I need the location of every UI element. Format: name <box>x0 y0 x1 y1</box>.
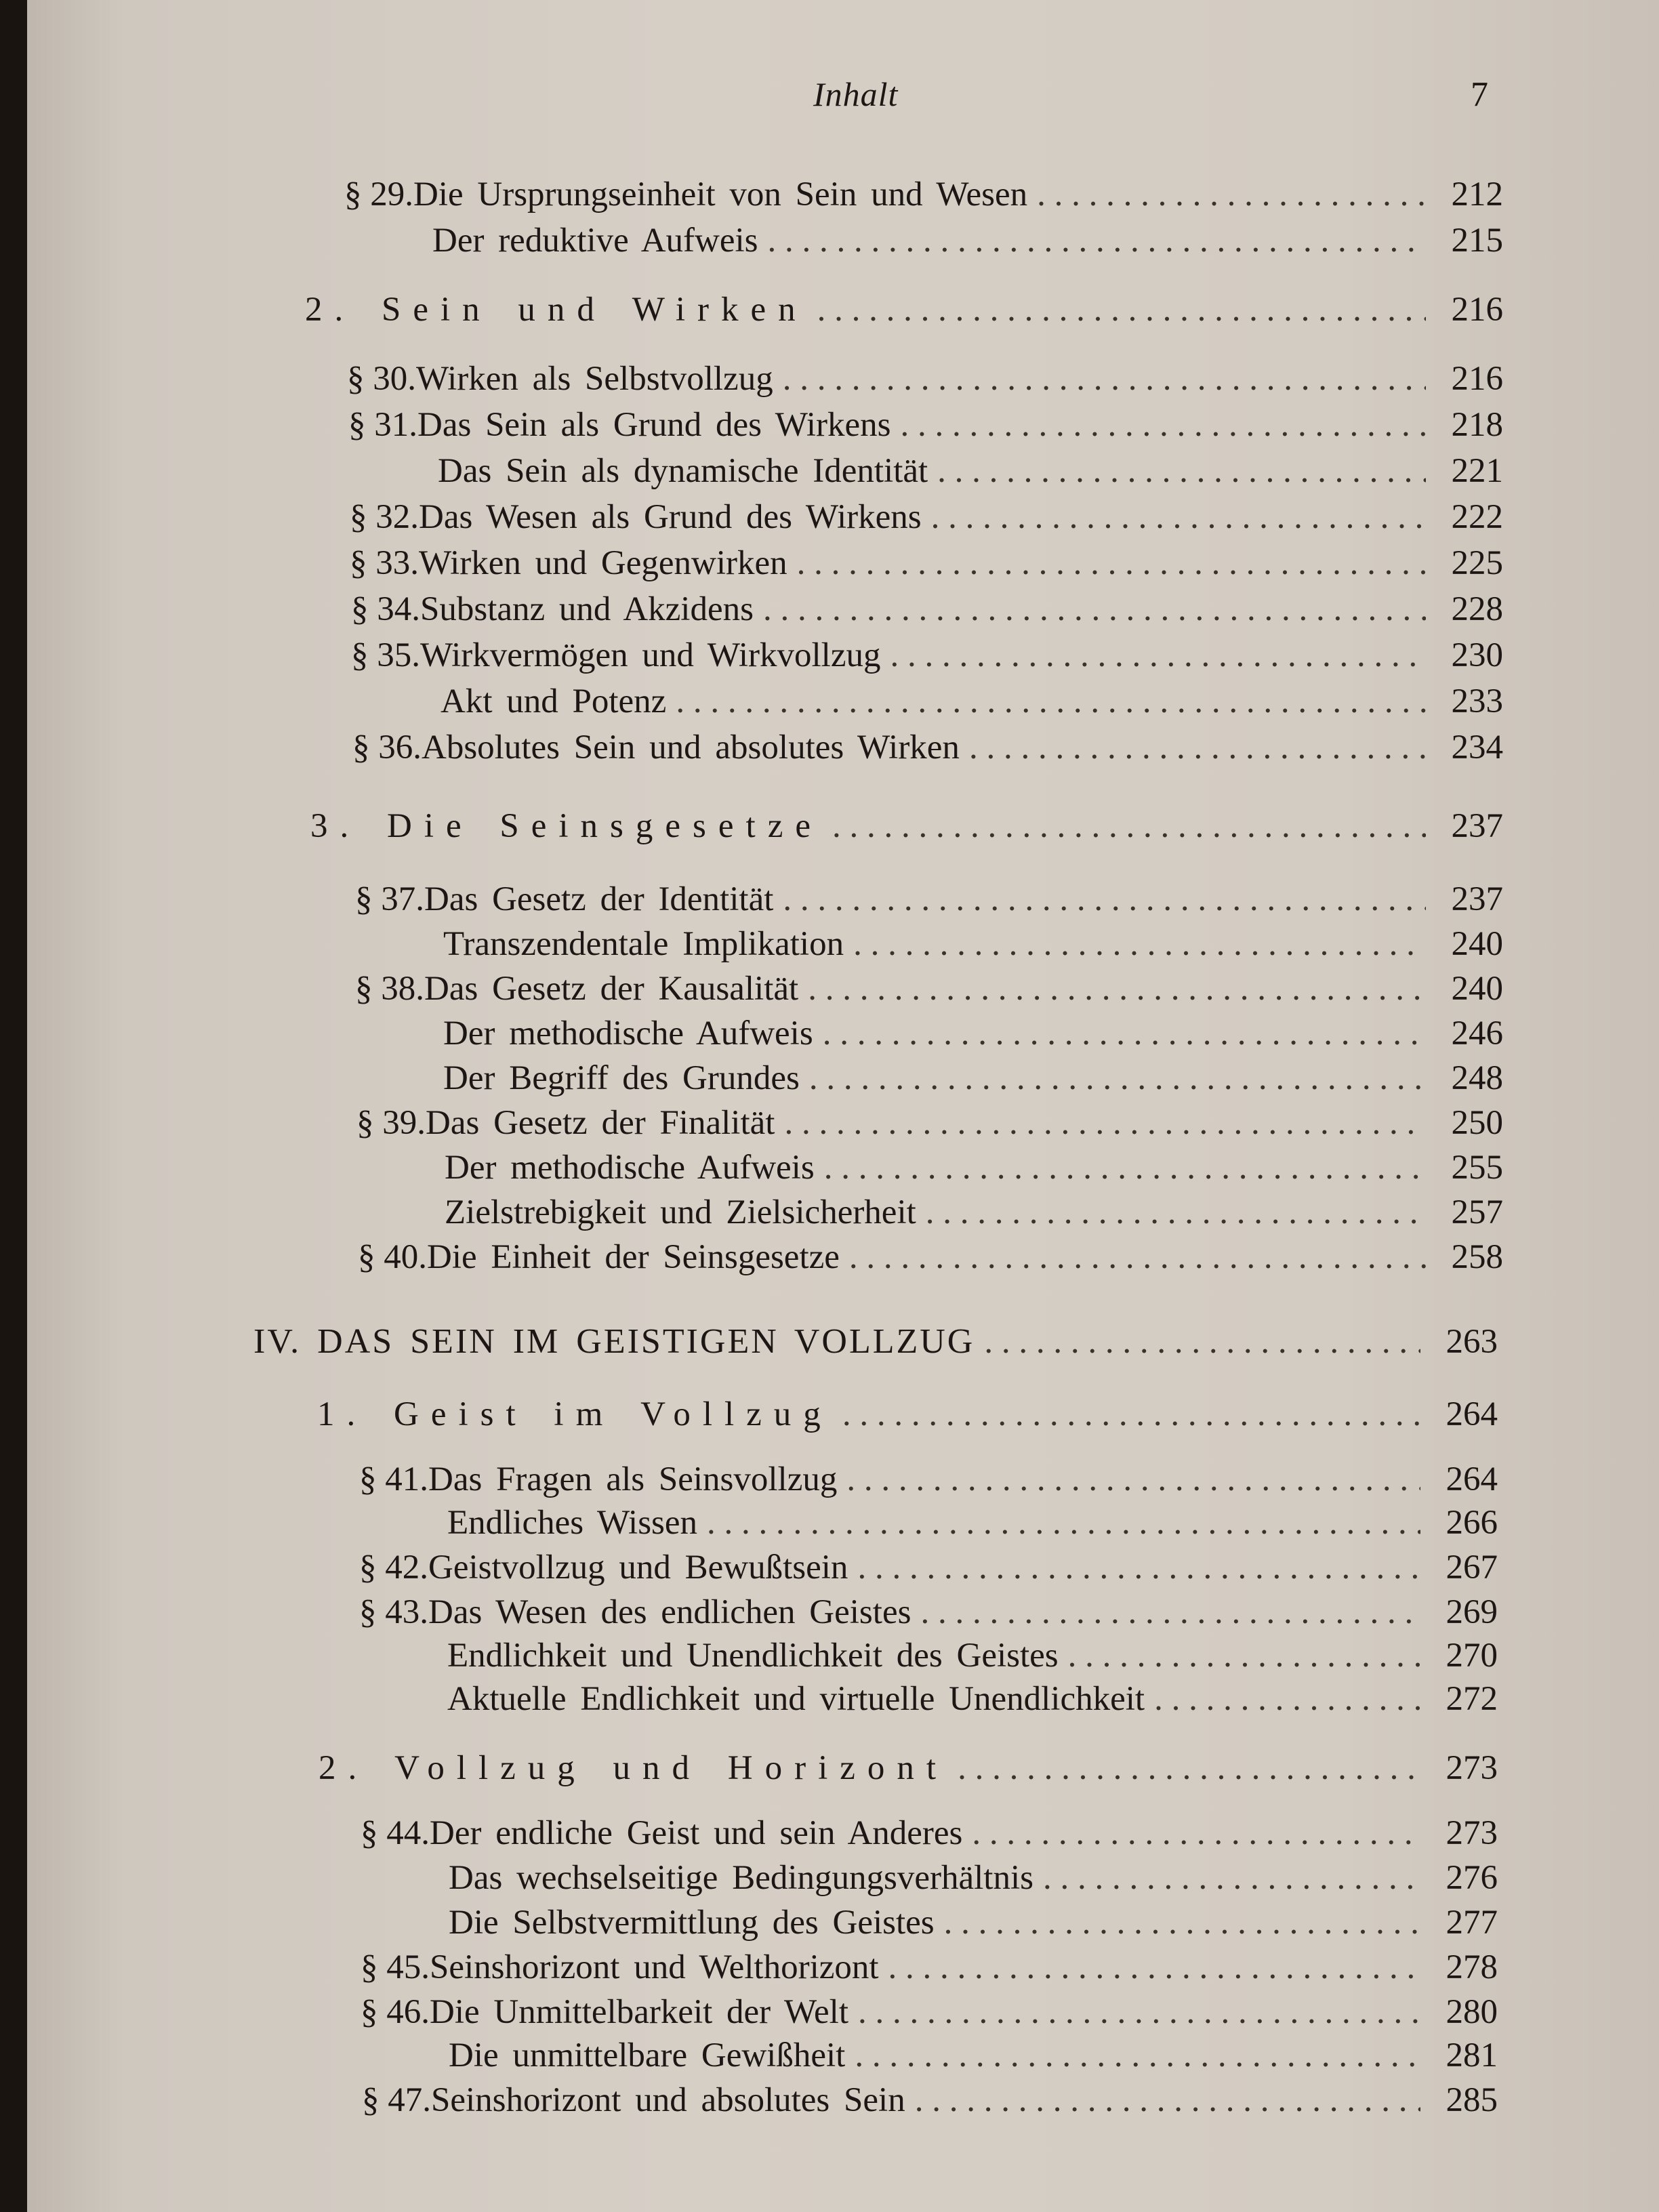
entry-page: 212 <box>1451 176 1503 213</box>
dot-leader <box>853 924 1426 964</box>
entry-page: 237 <box>1451 880 1503 918</box>
section-number: § 47. <box>362 2081 431 2119</box>
dot-leader <box>901 405 1427 445</box>
entry-page: 250 <box>1451 1104 1503 1142</box>
toc-entry <box>351 590 1503 633</box>
dot-leader <box>984 1322 1420 1361</box>
dot-leader <box>824 1148 1426 1187</box>
section-number: § 35. <box>351 636 420 674</box>
entry-page: 225 <box>1451 544 1503 582</box>
entry-page: 246 <box>1451 1015 1503 1052</box>
section-number: § 44. <box>361 1814 430 1852</box>
toc-entry <box>361 1948 1498 1991</box>
entry-title: Die Einheit der Seinsgesetze <box>427 1238 840 1276</box>
toc-entry <box>344 175 1503 218</box>
dot-leader <box>944 1903 1420 1942</box>
toc-subentry <box>443 1014 1503 1057</box>
dot-leader <box>855 2036 1420 2075</box>
entry-title: Der endliche Geist und sein Anderes <box>430 1814 963 1852</box>
entry-page: 218 <box>1451 406 1503 444</box>
toc-entry <box>348 405 1503 449</box>
toc-entry <box>356 1103 1503 1147</box>
entry-page: 230 <box>1451 636 1503 674</box>
toc-subentry <box>443 1059 1503 1102</box>
toc-chapter <box>310 806 1503 850</box>
toc-subentry <box>449 1858 1498 1902</box>
toc-subentry <box>447 1679 1498 1723</box>
entry-page: 240 <box>1451 970 1503 1008</box>
entry-page: 278 <box>1446 1948 1498 1986</box>
dot-leader <box>823 1014 1426 1053</box>
dot-leader <box>768 221 1426 260</box>
toc-entry <box>350 497 1503 541</box>
entry-title: Endliches Wissen <box>447 1504 698 1542</box>
section-number: § 33. <box>350 544 419 582</box>
toc-entry <box>361 1992 1498 2036</box>
dot-leader <box>888 1948 1420 1987</box>
entry-title: Substanz und Akzidens <box>420 590 754 628</box>
entry-title: Das Fragen als Seinsvollzug <box>428 1460 838 1498</box>
entry-page: 280 <box>1446 1993 1498 2031</box>
toc-entry <box>359 1460 1498 1503</box>
dot-leader <box>846 1460 1420 1499</box>
toc-subentry <box>432 221 1503 264</box>
chapter-title: 2. Sein und Wirken <box>305 291 808 329</box>
dot-leader <box>842 1395 1420 1434</box>
toc-entry <box>350 544 1503 587</box>
dot-leader <box>797 544 1426 583</box>
toc-subentry <box>438 451 1503 495</box>
entry-page: 269 <box>1446 1593 1498 1631</box>
entry-title: Seinshorizont und absolutes Sein <box>431 2081 905 2119</box>
book-page <box>27 0 1659 2212</box>
entry-page: 281 <box>1446 2036 1498 2074</box>
entry-page: 234 <box>1451 729 1503 766</box>
entry-page: 248 <box>1451 1059 1503 1097</box>
dot-leader <box>857 1548 1420 1587</box>
toc-entry <box>347 359 1503 403</box>
section-number: § 43. <box>359 1593 428 1631</box>
dot-leader <box>809 1059 1426 1098</box>
entry-page: 272 <box>1446 1680 1498 1718</box>
section-number: § 32. <box>350 498 419 536</box>
dot-leader <box>1068 1636 1420 1675</box>
entry-page: 264 <box>1446 1395 1498 1433</box>
entry-title: Das wechselseitige Bedingungsverhältnis <box>449 1859 1033 1897</box>
dot-leader <box>832 806 1426 846</box>
section-number: § 41. <box>359 1460 428 1498</box>
entry-page: 228 <box>1451 590 1503 628</box>
toc-entry <box>355 969 1503 1012</box>
entry-page: 266 <box>1446 1504 1498 1542</box>
part-title: IV. DAS SEIN IM GEISTIGEN VOLLZUG <box>253 1322 975 1361</box>
toc-entry <box>359 1593 1498 1636</box>
entry-page: 263 <box>1446 1323 1498 1361</box>
dot-leader <box>958 1748 1420 1788</box>
dot-leader <box>808 969 1426 1008</box>
entry-page: 285 <box>1446 2081 1498 2119</box>
entry-page: 222 <box>1451 498 1503 536</box>
toc-subentry <box>449 2036 1498 2079</box>
dot-leader <box>707 1503 1420 1542</box>
dot-leader <box>926 1193 1426 1232</box>
section-number: § 36. <box>352 729 422 766</box>
entry-page: 258 <box>1451 1238 1503 1276</box>
section-number: § 42. <box>359 1549 428 1586</box>
entry-title: Absolutes Sein und absolutes Wirken <box>422 729 960 766</box>
toc-subentry <box>447 1636 1498 1679</box>
toc-subentry <box>441 682 1503 725</box>
dot-leader <box>972 1814 1420 1853</box>
entry-page: 270 <box>1446 1637 1498 1675</box>
toc-entry <box>355 880 1503 923</box>
entry-title: Wirkvermögen und Wirkvollzug <box>420 636 881 674</box>
toc-chapter <box>319 1748 1498 1792</box>
dot-leader <box>920 1593 1420 1632</box>
section-number: § 31. <box>348 406 417 444</box>
toc-entry <box>359 1548 1498 1591</box>
entry-page: 273 <box>1446 1749 1498 1787</box>
dot-leader <box>849 1237 1426 1277</box>
dot-leader <box>890 636 1426 675</box>
entry-title: Geistvollzug und Bewußtsein <box>428 1549 848 1586</box>
toc-subentry <box>449 1903 1498 1946</box>
section-number: § 45. <box>361 1948 430 1986</box>
entry-page: 277 <box>1446 1904 1498 1942</box>
running-header-title: Inhalt <box>813 75 899 113</box>
entry-page: 257 <box>1451 1193 1503 1231</box>
toc-part <box>253 1322 1498 1365</box>
toc-chapter <box>305 290 1503 333</box>
dot-leader <box>1043 1858 1420 1898</box>
toc-entry <box>358 1237 1503 1281</box>
section-number: § 38. <box>355 970 424 1008</box>
section-number: § 46. <box>361 1993 430 2031</box>
entry-page: 216 <box>1451 360 1503 398</box>
entry-page: 264 <box>1446 1460 1498 1498</box>
entry-page: 221 <box>1451 452 1503 490</box>
entry-title: Die Selbstvermittlung des Geistes <box>449 1904 935 1942</box>
entry-page: 233 <box>1451 682 1503 720</box>
dot-leader <box>676 682 1426 721</box>
entry-title: Das Gesetz der Kausalität <box>424 970 799 1008</box>
entry-page: 237 <box>1451 807 1503 845</box>
entry-page: 215 <box>1451 222 1503 260</box>
chapter-title: 2. Vollzug und Horizont <box>319 1749 949 1787</box>
section-number: § 39. <box>356 1104 426 1142</box>
entry-page: 216 <box>1451 291 1503 329</box>
entry-title: Die Unmittelbarkeit der Welt <box>430 1993 849 2031</box>
toc-chapter <box>317 1395 1498 1438</box>
entry-page: 273 <box>1446 1814 1498 1852</box>
dot-leader <box>858 1992 1420 2032</box>
entry-title: Das Wesen des endlichen Geistes <box>428 1593 912 1631</box>
entry-title: Das Wesen als Grund des Wirkens <box>419 498 922 536</box>
entry-title: Das Gesetz der Finalität <box>426 1104 775 1142</box>
dot-leader <box>915 2081 1420 2120</box>
toc-subentry <box>443 924 1503 968</box>
chapter-title: 3. Die Seinsgesetze <box>310 807 823 845</box>
entry-page: 276 <box>1446 1859 1498 1897</box>
entry-title: Der Begriff des Grundes <box>443 1059 800 1097</box>
toc-subentry <box>445 1193 1503 1236</box>
toc-entry <box>362 2081 1498 2124</box>
entry-title: Seinshorizont und Welthorizont <box>430 1948 879 1986</box>
entry-title: Endlichkeit und Unendlichkeit des Geistes <box>447 1637 1059 1675</box>
section-number: § 30. <box>347 360 416 398</box>
toc-entry <box>351 636 1503 679</box>
dot-leader <box>763 590 1426 629</box>
dot-leader <box>969 728 1426 767</box>
dot-leader <box>783 359 1426 398</box>
entry-page: 267 <box>1446 1549 1498 1586</box>
page-number: 7 <box>1471 75 1488 114</box>
entry-title: Das Sein als dynamische Identität <box>438 452 928 490</box>
entry-title: Zielstrebigkeit und Zielsicherheit <box>445 1193 916 1231</box>
section-number: § 34. <box>351 590 420 628</box>
toc-entry <box>361 1814 1498 1857</box>
entry-title: Akt und Potenz <box>441 682 667 720</box>
entry-page: 255 <box>1451 1149 1503 1187</box>
entry-title: Der reduktive Aufweis <box>432 222 758 260</box>
entry-title: Wirken als Selbstvollzug <box>416 360 773 398</box>
section-number: § 29. <box>344 176 413 213</box>
toc-subentry <box>445 1148 1503 1191</box>
section-number: § 40. <box>358 1238 427 1276</box>
entry-title: Aktuelle Endlichkeit und virtuelle Unendlichkeit <box>447 1680 1145 1718</box>
dot-leader <box>1037 175 1426 214</box>
entry-title: Die Ursprungseinheit von Sein und Wesen <box>413 176 1028 213</box>
toc-subentry <box>447 1503 1498 1547</box>
dot-leader <box>783 880 1426 919</box>
entry-title: Der methodische Aufweis <box>445 1149 815 1187</box>
entry-title: Wirken und Gegenwirken <box>419 544 787 582</box>
section-number: § 37. <box>355 880 424 918</box>
dot-leader <box>784 1103 1426 1143</box>
dot-leader <box>931 497 1426 537</box>
entry-page: 240 <box>1451 925 1503 963</box>
dot-leader <box>817 290 1426 329</box>
dot-leader <box>937 451 1426 491</box>
entry-title: Der methodische Aufweis <box>443 1015 813 1052</box>
toc-entry <box>352 728 1503 771</box>
entry-title: Transzendentale Implikation <box>443 925 844 963</box>
entry-title: Das Sein als Grund des Wirkens <box>417 406 891 444</box>
entry-title: Die unmittelbare Gewißheit <box>449 2036 846 2074</box>
chapter-title: 1. Geist im Vollzug <box>317 1395 833 1433</box>
dot-leader <box>1154 1679 1420 1719</box>
entry-title: Das Gesetz der Identität <box>424 880 774 918</box>
